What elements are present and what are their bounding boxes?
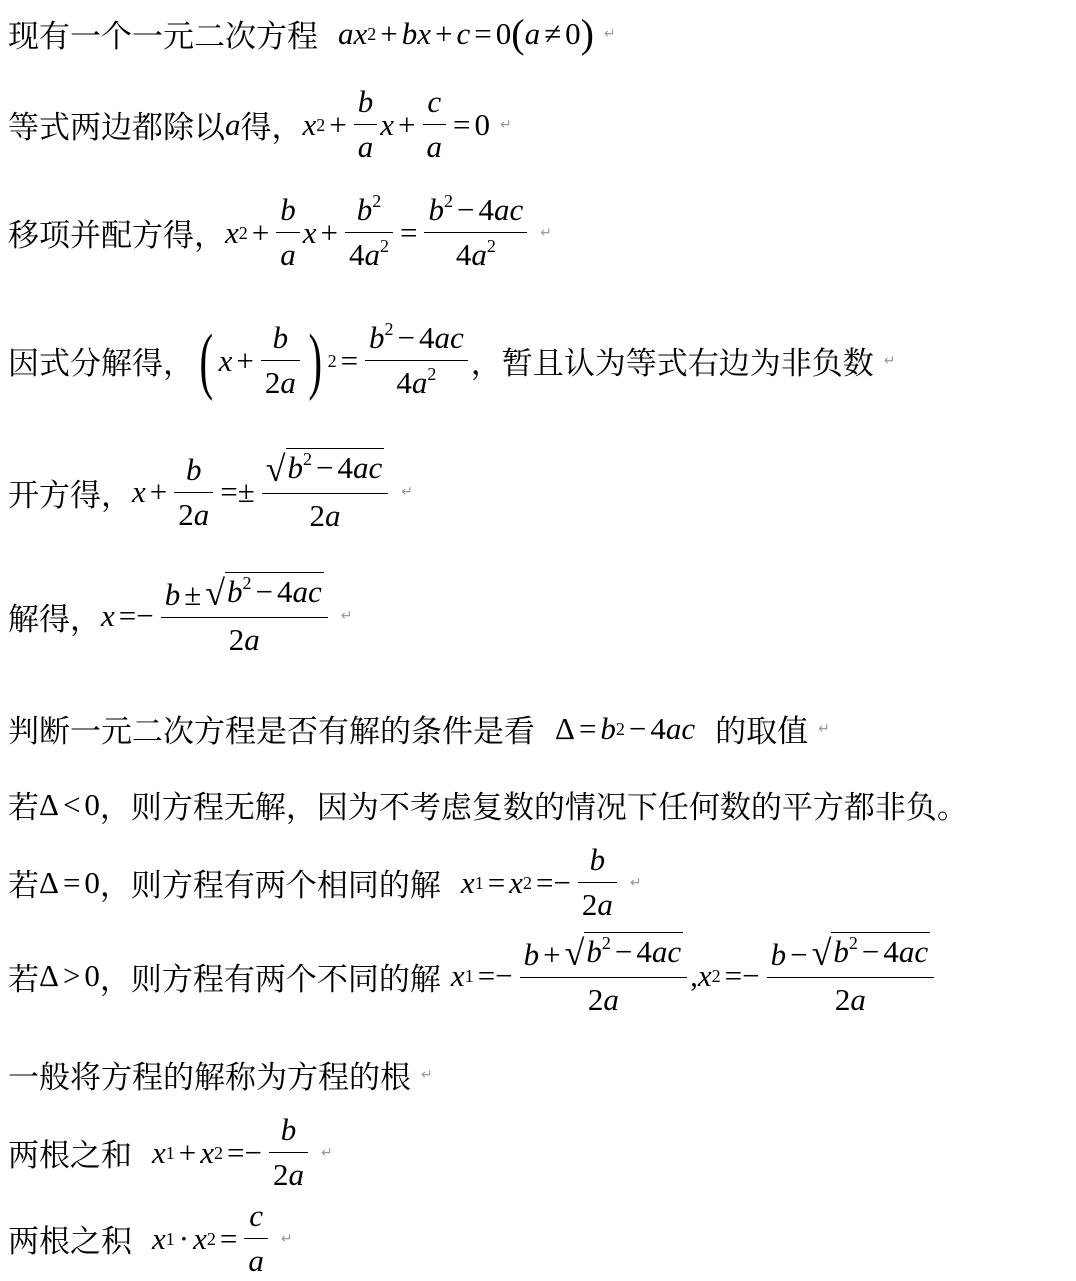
formula-delta-equal: Δ = 0 <box>39 864 100 900</box>
line-factorize <box>8 318 896 403</box>
text-divide: 等式两边都除以 <box>8 110 225 146</box>
paragraph-mark: ↵ <box>421 1066 433 1083</box>
line-case-positive <box>8 932 937 1020</box>
text-discriminant-condition: 判断一元二次方程是否有解的条件是看 <box>8 714 535 750</box>
text-product-of-roots: 两根之积 <box>8 1224 132 1260</box>
formula-quadratic-solution: x =− b ± √ $b^2 - 4ac$ 2a <box>101 572 331 660</box>
formula-discriminant: Δ = b 2 − 4 ac <box>555 710 696 746</box>
paragraph-mark: ↵ <box>818 720 830 737</box>
text-sum-of-roots: 两根之和 <box>8 1138 132 1174</box>
text-intro: 现有一个一元二次方程 <box>8 19 318 55</box>
paragraph-mark: ↵ <box>280 1230 293 1247</box>
formula-general-form: ax 2 + bx + c = 0 ( a ≠ 0 ) <box>338 11 594 56</box>
paragraph-mark: ↵ <box>883 352 896 369</box>
text-complete-square: 移项并配方得， <box>8 218 225 254</box>
paragraph-mark: ↵ <box>603 25 616 42</box>
text-if: 若 <box>8 868 39 904</box>
line-complete-square <box>8 190 552 275</box>
paragraph-mark: ↵ <box>340 608 353 624</box>
paragraph-mark: ↵ <box>499 116 512 133</box>
text-factorize: 因式分解得， <box>8 346 194 382</box>
text-different-solutions: ，则方程有两个不同的解 <box>99 961 441 998</box>
formula-two-roots: x 1 =− b + √ $b^2 - 4ac$ 2a , x 2 =− b − √ $b^2 - 4ac$ 2a <box>451 932 937 1020</box>
paragraph-mark: ↵ <box>629 874 642 891</box>
line-quadratic-equation <box>8 10 616 57</box>
formula-delta-greater: Δ > 0 <box>39 958 100 993</box>
formula-delta-less: Δ < 0 <box>39 786 100 822</box>
formula-product-of-roots: x 1 · x 2 = $\frac{c}{a}$ <box>152 1196 271 1281</box>
text-square-root: 开方得， <box>8 477 132 514</box>
text-if: 若 <box>8 961 39 998</box>
line-roots-definition <box>8 1052 433 1097</box>
line-case-zero <box>8 840 642 925</box>
paragraph-mark: ↵ <box>320 1144 333 1161</box>
line-divide-by-a <box>8 82 512 167</box>
formula-square-root: x + $\frac{b}{2a}$ =± √ $b^2 - 4ac$ 2a <box>132 448 391 536</box>
text-if: 若 <box>8 790 39 826</box>
formula-normalized: x 2 + $\frac{b}{a}$ x + $\frac{c}{a}$ = 0 <box>302 84 490 164</box>
line-discriminant <box>8 706 830 751</box>
text-roots-definition: 一般将方程的解称为方程的根 <box>8 1060 411 1096</box>
line-case-negative <box>8 782 968 827</box>
text-value-of: 的取值 <box>715 714 809 750</box>
formula-factorized: ( x + $\frac{b}{2a}$ ) 2 = $\frac{b^2 - 4ac}{4a^2}$ <box>194 318 471 403</box>
text-no-solution: ，则方程无解，因为不考虑复数的情况下任何数的平方都非负。 <box>99 790 968 826</box>
formula-complete-square: x 2 + $\frac{b}{a}$ x + $\frac{b^2}{4a^2}$ = $\frac{b^2 - 4ac}{4a^2}$ <box>225 190 530 275</box>
line-sum-of-roots <box>8 1110 333 1195</box>
formula-sum-of-roots: x 1 + x 2 =− $\frac{b}{2a}$ <box>152 1110 311 1195</box>
text-solution: 解得， <box>8 601 101 638</box>
line-product-of-roots <box>8 1196 293 1281</box>
text-nonnegative-note: ，暂且认为等式右边为非负数 <box>470 346 874 382</box>
paragraph-mark: ↵ <box>540 224 552 241</box>
line-square-root <box>8 448 413 536</box>
formula-double-root: x 1 = x 2 =− $\frac{b}{2a}$ <box>461 840 620 925</box>
var-a: a <box>225 106 241 142</box>
text-de: 得， <box>240 110 303 146</box>
text-same-solutions: ，则方程有两个相同的解 <box>99 868 441 904</box>
paragraph-mark: ↵ <box>401 484 413 500</box>
line-solution <box>8 572 353 660</box>
